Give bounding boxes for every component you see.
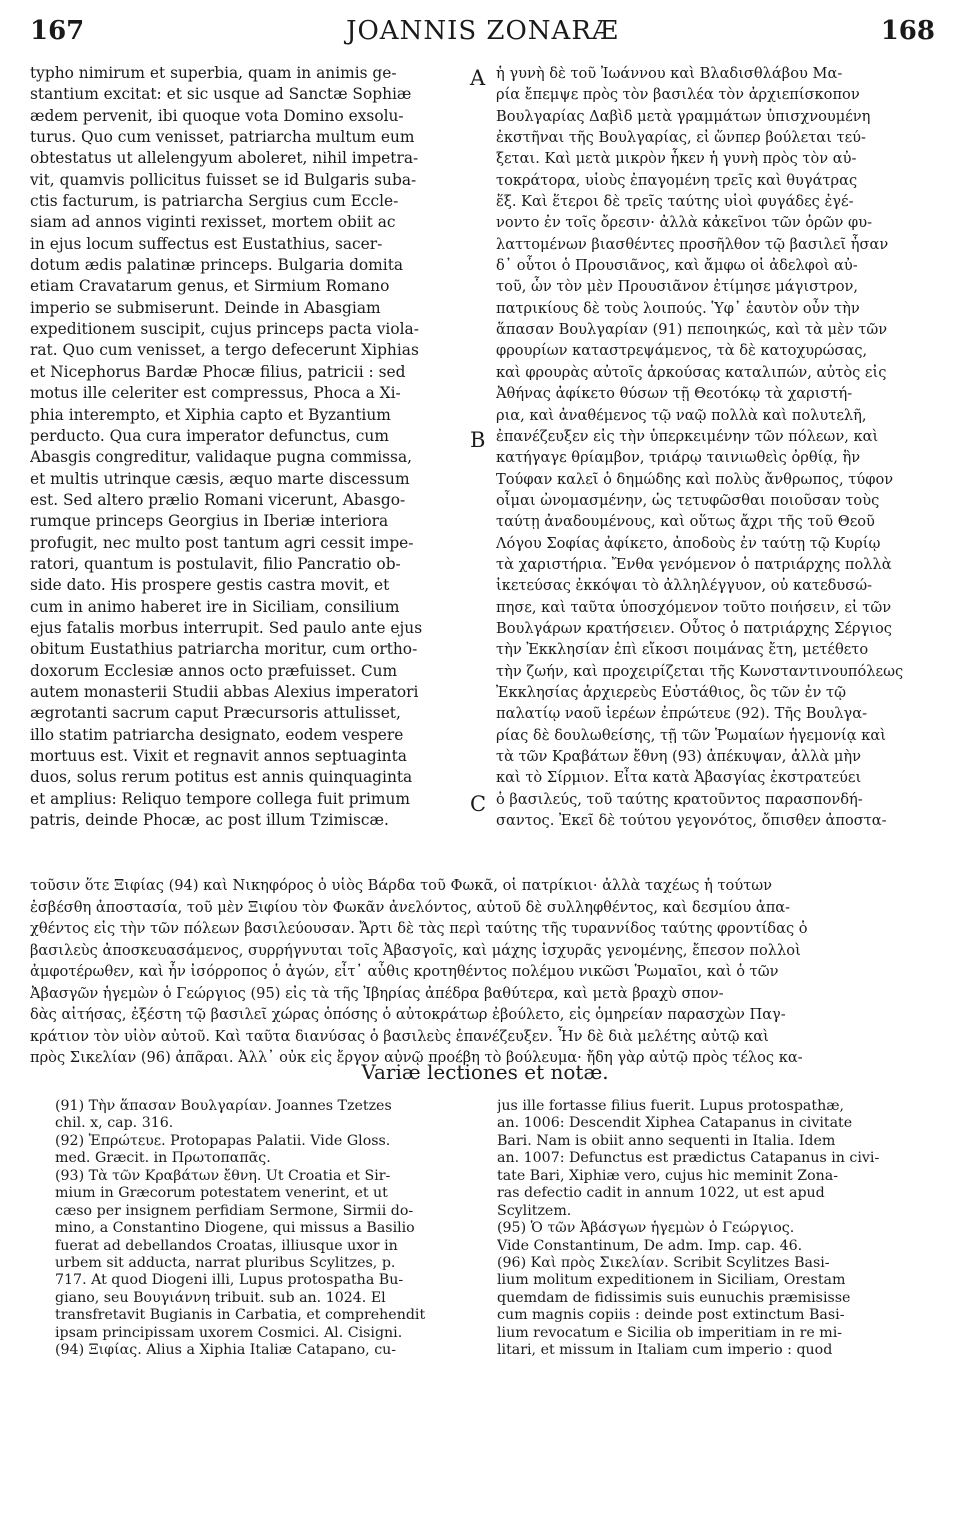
latin-line: cum in animo haberet ire in Siciliam, consilium [30, 597, 400, 616]
latin-line: obtestatus ut allelengyum aboleret, nihil impetra- [30, 149, 419, 168]
latin-line: in ejus locum suffectus est Eustathius, sacer- [30, 234, 383, 253]
note-line: (91) Τὴν ἅπασαν Βουλγαρίαν. Joannes Tzetzes [55, 1098, 392, 1114]
note-line: tate Bari, Xiphiæ vero, cujus hic meminit Zona- [497, 1167, 839, 1184]
latin-line: stantium excitat: et sic usque ad Sanctæ Sophiæ [30, 85, 412, 104]
note-line: Vide Constantinum, De adm. Imp. cap. 46. [497, 1237, 803, 1254]
note-line: (92) Ἐπρώτευε. Protopapas Palatii. Vide Gloss. [55, 1132, 391, 1149]
margin-letter-a: A [470, 66, 486, 90]
note-line: giano, seu Βουγιάννη tribuit. sub an. 1024. El [55, 1289, 386, 1306]
greek-line: Βουλγαρίας Δαβὶδ μετὰ γραμμάτων ὑπισχνουμένη [496, 107, 871, 125]
latin-line: ædem pervenit, ibi quoque vota Domino exsolu- [30, 106, 404, 125]
latin-line: motus ille celeriter est compressus, Phoca a Xi- [30, 384, 401, 403]
latin-line: etiam Cravatarum genus, et Sirmium Romano [30, 277, 390, 296]
greek-line: τὰ τῶν Κραβάτων ἔθνη (93) ἀπέκυψαν, ἀλλὰ μὴν [496, 748, 862, 765]
greek-full-line: βασιλεὺς ἀποσκευασάμενος, συρρήγνυται τοῖς Ἀβασγοῖς, καὶ μάχης ἰσχυρᾶς γενομένης, ἔπεσον πολλοὶ [30, 941, 801, 959]
note-line: an. 1006: Descendit Xiphea Catapanus in civitate [497, 1115, 853, 1132]
greek-line: ξεται. Καὶ μετὰ μικρὸν ἧκεν ἡ γυνὴ πρὸς τὸν αὐ- [496, 150, 857, 168]
latin-line: typho nimirum et superbia, quam in animis ge- [30, 64, 397, 82]
note-line: Bari. Nam is obiit anno sequenti in Italia. Idem [497, 1132, 836, 1149]
note-line: (95) Ὁ τῶν Ἀβάσγων ἡγεμὼν ὁ Γεώργιος. [497, 1220, 795, 1237]
latin-line: illo statim patriarcha designato, eodem vespere [30, 725, 404, 744]
page-number-right: 168 [880, 16, 935, 46]
latin-line: expeditionem suscipit, cujus princeps pacta viola- [30, 320, 419, 339]
greek-column [496, 63, 938, 831]
note-line: (93) Τὰ τῶν Κραβάτων ἔθνη. Ut Croatia et Sir- [55, 1167, 391, 1184]
latin-line: ratori, quantum is postulavit, filio Pancratio ob- [30, 554, 401, 573]
latin-line: et amplius: Reliquo tempore collega fuit primum [30, 789, 410, 808]
margin-letter-c: C [470, 792, 487, 816]
greek-line: ἐκστῆναι τῆς Βουλγαρίας, εἰ ὥνπερ βούλεται τεύ- [496, 129, 866, 147]
latin-line: rumque princeps Georgius in Iberiæ interiora [30, 512, 389, 531]
greek-line: δ᾿ οὗτοι ὁ Προυσιᾶνος, καὶ ἄμφω οἱ ἀδελφοὶ αὐ- [496, 257, 858, 275]
greek-full-line: ἀμφοτέρωθεν, καὶ ἦν ἰσόρροπος ὁ ἀγών, εἶτ᾿ αὖθις κροτηθέντος πολέμου νικῶσι Ῥωμαῖοι, καὶ ὁ τῶν [30, 963, 779, 981]
greek-full-line: χθέντος εἰς τὴν τῶν πόλεων βασιλεύουσαν. Ἄρτι δὲ τὰς περὶ ταύτης τῆς τυραννίδος ταύτης φροντίδας ὁ [30, 920, 808, 938]
latin-column [30, 63, 462, 831]
latin-line: vit, quamvis pollicitus fuisset se id Bulgaris suba- [30, 170, 417, 189]
greek-line: σαντος. Ἐκεῖ δὲ τούτου γεγονότος, ὄπισθεν ἀποστα- [496, 812, 887, 830]
note-line: cum magnis copiis : deinde post extinctum Basi- [497, 1307, 845, 1324]
greek-line: οἶμαι ὠνομασμένην, ὡς τετυφῶσθαι ποιοῦσαν τοὺς [496, 491, 880, 509]
greek-full-line: Ἀβασγῶν ἡγεμὼν ὁ Γεώργιος (95) εἰς τὰ τῆς Ἰβηρίας ἀπέδρα βαθύτερα, καὶ μετὰ βραχὺ σπον- [30, 984, 724, 1002]
latin-line: doxorum Ecclesiæ annos octo præfuisset. Cum [30, 661, 398, 680]
greek-line: νοντο ἐν τοῖς ὄρεσιν· ἀλλὰ κἀκεῖνοι τῶν ὁρῶν φυ- [496, 214, 873, 232]
greek-line: κατήγαγε θρίαμβον, τριάρῳ ταινιωθεὶς ὀρθίᾳ, ἣν [496, 449, 861, 467]
note-line: (94) Ξιφίας. Alius a Xiphia Italiæ Catapano, cu- [55, 1342, 397, 1359]
note-line: an. 1007: Defunctus est prædictus Catapanus in civi- [497, 1150, 880, 1167]
greek-line: Τούφαν καλεῖ ὁ δημώδης καὶ πολὺς ἄνθρωπος, τύφον [496, 470, 894, 488]
greek-line: ἅπασαν Βουλγαρίαν (91) πεποιηκώς, καὶ τὰ μὲν τῶν [496, 321, 888, 339]
note-line: lium molitum expeditionem in Siciliam, Orestam [497, 1272, 846, 1289]
latin-line: obitum Eustathius patriarcha moritur, cum ortho- [30, 640, 418, 659]
greek-line: τὰ χαριστήρια. Ἔνθα γενόμενον ὁ πατριάρχης πολλὰ [496, 555, 892, 573]
running-header [30, 16, 935, 52]
note-line: chil. x, cap. 316. [55, 1115, 174, 1132]
greek-line: ἡ γυνὴ δὲ τοῦ Ἰωάννου καὶ Βλαδισθλάβου Μα- [496, 65, 843, 82]
greek-full-line: πρὸς Σικελίαν (96) ἀπᾶραι. Ἀλλ᾿ οὐκ εἰς ἔργον αὐνῷ προέβη τὸ βούλευμα· ἤδη γὰρ αὐτῷ πρὸς τέλος κα- [30, 1049, 803, 1067]
note-line: Scylitzem. [497, 1202, 572, 1219]
greek-line: τοῦ, ὧν τὸν μὲν Προυσιᾶνον ἐτίμησε μάγιστρον, [496, 278, 859, 296]
latin-line: dotum ædis palatinæ princeps. Bulgaria domita [30, 256, 404, 275]
latin-line: est. Sed altero prælio Romani vicerunt, Abasgo- [30, 490, 406, 509]
notes-right-column [497, 1098, 937, 1360]
notes-heading: Variæ lectiones et notæ. [361, 1060, 609, 1084]
note-line: transfretavit Bugianis in Carbatia, et comprehendit [55, 1307, 426, 1324]
greek-line: τὴν Ἐκκλησίαν ἐπὶ εἴκοσι ποιμάνας ἔτη, μετέθετο [496, 641, 869, 659]
notes-left-column [55, 1098, 475, 1360]
greek-line: ἐπανέζευξεν εἰς τὴν ὑπερκειμένην τῶν πόλεων, καὶ [496, 427, 879, 445]
greek-line: καὶ τὸ Σίρμιον. Εἶτα κατὰ Ἀβασγίας ἐκστρατεύει [496, 769, 862, 787]
latin-line: et multis utrinque cæsis, æquo marte discessum [30, 469, 410, 488]
latin-line: patris, deinde Phocæ, ac post illum Tzimiscæ. [30, 811, 389, 830]
greek-line: λαττομένων βιασθέντες προσῆλθον τῷ βασιλεῖ ἦσαν [496, 235, 889, 253]
note-line: (96) Καὶ πρὸς Σικελίαν. Scribit Scylitzes Basi- [497, 1254, 830, 1271]
latin-line: autem monasterii Studii abbas Alexius imperatori [30, 682, 419, 701]
greek-line: πατρικίους δὲ τοὺς λοιπούς. Ὑφ᾿ ἑαυτὸν οὖν τὴν [496, 299, 860, 317]
note-line: urbem sit adducta, narrat pluribus Scylitzes, p. [55, 1254, 396, 1271]
greek-line: ρία ἔπεμψε πρὸς τὸν βασιλέα τὸν ἀρχιεπίσκοπον [496, 86, 860, 104]
note-line: mino, a Constantino Diogene, qui missus a Basilio [55, 1220, 415, 1237]
latin-line: mortuus est. Vixit et regnavit annos septuaginta [30, 747, 407, 765]
note-line: litari, et missum in Italiam cum imperio : quod [497, 1342, 833, 1359]
greek-line: τὴν ζωήν, καὶ προχειρίζεται τῆς Κωνσταντινουπόλεως [496, 662, 904, 680]
note-line: ipsam principissam uxorem Cosmici. Al. Cisigni. [55, 1324, 403, 1341]
latin-line: imperio se submiserunt. Deinde in Abasgiam [30, 298, 381, 317]
note-line: mium in Græcorum potestatem venerint, et ut [55, 1185, 388, 1202]
margin-letter-b: B [470, 428, 486, 452]
note-line: fuerat ad debellandos Croatas, illiusque uxor in [55, 1237, 398, 1254]
note-line: lium revocatum e Sicilia ob imperitiam in re mi- [497, 1324, 843, 1341]
greek-full-line: δὰς αἰτήσας, ἐξέστη τῷ βασιλεῖ χώρας ὁπόσης ὁ αὐτοκράτωρ ἐβούλετο, εἰς ὁμηρείαν παρασχὼν Παγ- [30, 1006, 786, 1024]
latin-line: ejus fatalis morbus interrupit. Sed paulo ante ejus [30, 618, 423, 637]
greek-full-line: τοῦσιν ὅτε Ξιφίας (94) καὶ Νικηφόρος ὁ υἱὸς Βάρδα τοῦ Φωκᾶ, οἱ πατρίκιοι· ἀλλὰ ταχέως ἡ τούτων [30, 877, 773, 894]
latin-line: ctis facturum, is patriarcha Sergius cum Eccle- [30, 192, 399, 211]
greek-line: φρουρίων καταστρεψάμενος, τὰ δὲ κατοχυρώσας, [496, 342, 868, 360]
greek-line: ταύτῃ ἀναδουμένους, καὶ οὕτως ἄχρι τῆς τοῦ Θεοῦ [496, 513, 875, 531]
greek-line: καὶ φρουρὰς αὐτοῖς ἀρκούσας καταλιπών, αὐτὸς εἰς [496, 363, 887, 381]
latin-line: phia interempto, et Xiphia capto et Byzantium [30, 405, 391, 424]
latin-line: profugit, nec multo post tantum agri cessit impe- [30, 533, 414, 552]
latin-line: ægrotanti sacrum caput Præcursoris attulisset, [30, 704, 401, 723]
greek-line: ἕξ. Καὶ ἕτεροι δὲ τρεῖς ταύτης υἱοὶ φυγάδες ἐγέ- [496, 193, 854, 211]
latin-line: rat. Quo cum venisset, a tergo defecerunt Xiphias [30, 341, 419, 360]
greek-line: ρίας δὲ δουλωθείσης, τῇ τῶν Ῥωμαίων ἡγεμονίᾳ καὶ [496, 726, 886, 744]
greek-full-line: ἐσβέσθη ἀποστασία, τοῦ μὲν Ξιφίου τὸν Φωκᾶν ἀνελόντος, αὐτοῦ δὲ συλληφθέντος, καὶ δεσμίου ἀπα- [30, 898, 791, 916]
greek-full-line: κράτιον τὸν υἱὸν αὐτοῦ. Καὶ ταῦτα διανύσας ὁ βασιλεὺς ἐπανέζευξεν. Ἦν δὲ διὰ μελέτης αὐτῷ καὶ [30, 1027, 769, 1045]
page-number-left: 167 [30, 16, 85, 46]
latin-line: duos, solus rerum potitus est annis quinquaginta [30, 768, 413, 787]
greek-line: Ἀθήνας ἀφίκετο θύσων τῇ Θεοτόκῳ τὰ χαριστή- [496, 385, 853, 403]
greek-line: Βουλγάρων κρατήσειεν. Οὗτος ὁ πατριάρχης Σέργιος [496, 619, 892, 637]
latin-line: side dato. His prospere gestis castra movit, et [30, 576, 390, 595]
latin-line: Abasgis congreditur, validaque pugna commissa, [30, 448, 413, 467]
note-line: cæso per insignem perfidiam Sermone, Sirmii do- [55, 1202, 414, 1219]
latin-line: turus. Quo cum venisset, patriarcha multum eum [30, 128, 415, 147]
latin-line: perducto. Qua cura imperator defunctus, cum [30, 426, 389, 445]
greek-full-width-text [30, 875, 935, 1069]
greek-line: ρια, καὶ ἀναθέμενος τῷ ναῷ πολλὰ καὶ πολυτελῆ, [496, 406, 867, 424]
greek-line: παλατίῳ ναοῦ ἱερέων ἐπρώτευε (92). Τῆς Βουλγα- [496, 705, 868, 723]
greek-line: ὁ βασιλεύς, τοῦ ταύτης κρατοῦντος παρασπονδή- [496, 790, 863, 808]
note-line: ras defectio cadit in annum 1022, ut est apud [497, 1185, 825, 1202]
note-line: quemdam de fidissimis suis eunuchis præmisisse [497, 1289, 851, 1306]
greek-line: Ἐκκλησίας ἀρχιερεὺς Εὐστάθιος, ὃς τῶν ἐν τῷ [496, 683, 846, 701]
latin-line: siam ad annos viginti rexisset, mortem obiit ac [30, 213, 396, 232]
note-line: med. Græcit. in Πρωτοπαπᾶς. [55, 1150, 271, 1167]
note-line: jus ille fortasse filius fuerit. Lupus protospathæ, [497, 1098, 845, 1114]
latin-line: et Nicephorus Bardæ Phocæ filius, patricii : sed [30, 362, 406, 381]
running-title: JOANNIS ZONARÆ [346, 16, 619, 46]
greek-line: τοκράτορα, υἱοὺς ἐπαγομένη τρεῖς καὶ θυγάτρας [496, 171, 858, 189]
greek-line: Λόγου Σοφίας ἀφίκετο, ἀποδοὺς ἐν ταύτῃ τῷ Κυρίῳ [496, 534, 881, 552]
greek-line: ἱκετεύσας ἐκκόψαι τὸ ἀλληλέγγυον, οὐ κατεδυσώ- [496, 577, 873, 595]
greek-line: πησε, καὶ ταῦτα ὑποσχόμενον τοῦτο ποιήσειν, εἰ τῶν [496, 598, 892, 616]
note-line: 717. At quod Diogeni illi, Lupus protospatha Bu- [55, 1272, 404, 1289]
